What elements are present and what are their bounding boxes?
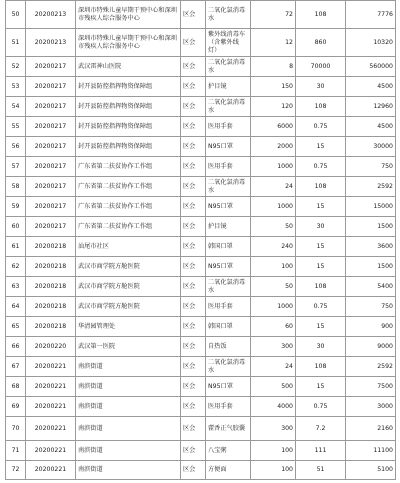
- unit-cell: 区会: [181, 417, 206, 441]
- donor-cell: 广东省第二扶贫协作工作组: [76, 217, 181, 237]
- quantity-cell: 24: [251, 357, 296, 377]
- table-row: [6, 117, 396, 137]
- unit-cell: 区会: [181, 357, 206, 377]
- price-cell: 7.2: [296, 417, 346, 441]
- date-cell: 20200217: [26, 217, 76, 237]
- donor-cell: 南滨街道: [76, 441, 181, 461]
- row-number: 59: [6, 197, 26, 217]
- total-cell: 5100: [346, 461, 396, 480]
- date-cell: 20200218: [26, 277, 76, 297]
- item-cell: 韩国口罩: [206, 317, 251, 337]
- donor-cell: 封开县防控指挥物资保障组: [76, 137, 181, 157]
- total-cell: 4500: [346, 117, 396, 137]
- total-cell: 5400: [346, 277, 396, 297]
- price-cell: 108: [296, 97, 346, 117]
- date-cell: 20200217: [26, 77, 76, 97]
- quantity-cell: 24: [251, 177, 296, 197]
- quantity-cell: 4000: [251, 397, 296, 417]
- item-cell: 八宝粥: [206, 441, 251, 461]
- total-cell: 750: [346, 297, 396, 317]
- table-row: [6, 197, 396, 217]
- table-row: [6, 377, 396, 397]
- table-row: [6, 461, 396, 480]
- date-cell: 20200213: [26, 29, 76, 57]
- table-row: [6, 157, 396, 177]
- table-row: [6, 317, 396, 337]
- row-number: 64: [6, 297, 26, 317]
- date-cell: 20200213: [26, 1, 76, 29]
- quantity-cell: 50: [251, 277, 296, 297]
- row-number: 71: [6, 441, 26, 461]
- price-cell: 108: [296, 177, 346, 197]
- table-row: [6, 1, 396, 29]
- row-number: 52: [6, 57, 26, 77]
- total-cell: 4500: [346, 77, 396, 97]
- donor-cell: 深圳市特殊儿童早期干预中心和深圳市残疾人综合服务中心: [76, 1, 181, 29]
- table-row: [6, 29, 396, 57]
- table-row: [6, 417, 396, 441]
- date-cell: 20200221: [26, 461, 76, 480]
- donor-cell: 南滨街道: [76, 417, 181, 441]
- unit-cell: 区会: [181, 117, 206, 137]
- item-cell: 护目镜: [206, 77, 251, 97]
- table-row: [6, 217, 396, 237]
- table-row: [6, 237, 396, 257]
- unit-cell: 区会: [181, 197, 206, 217]
- item-cell: 护目镜: [206, 217, 251, 237]
- table-row: [6, 337, 396, 357]
- price-cell: 0.75: [296, 157, 346, 177]
- quantity-cell: 100: [251, 461, 296, 480]
- donor-cell: 南滨街道: [76, 461, 181, 480]
- item-cell: N95口罩: [206, 197, 251, 217]
- row-number: 62: [6, 257, 26, 277]
- price-cell: 51: [296, 461, 346, 480]
- price-cell: 0.75: [296, 297, 346, 317]
- row-number: 57: [6, 157, 26, 177]
- donor-cell: 封开县防控指挥物资保障组: [76, 77, 181, 97]
- donor-cell: 广东省第二扶贫协作工作组: [76, 197, 181, 217]
- unit-cell: 区会: [181, 217, 206, 237]
- total-cell: 3000: [346, 397, 396, 417]
- quantity-cell: 240: [251, 237, 296, 257]
- quantity-cell: 60: [251, 317, 296, 337]
- row-number: 70: [6, 417, 26, 441]
- price-cell: 0.75: [296, 117, 346, 137]
- row-number: 63: [6, 277, 26, 297]
- date-cell: 20200221: [26, 377, 76, 397]
- quantity-cell: 120: [251, 97, 296, 117]
- quantity-cell: 1000: [251, 157, 296, 177]
- unit-cell: 区会: [181, 461, 206, 480]
- table-row: [6, 397, 396, 417]
- item-cell: 方便面: [206, 461, 251, 480]
- price-cell: 15: [296, 257, 346, 277]
- table-row: [6, 137, 396, 157]
- donor-cell: 封开县防控指挥物资保障组: [76, 97, 181, 117]
- price-cell: 108: [296, 357, 346, 377]
- table-row: [6, 97, 396, 117]
- total-cell: 11100: [346, 441, 396, 461]
- item-cell: 医用手套: [206, 397, 251, 417]
- date-cell: 20200217: [26, 137, 76, 157]
- table-row: [6, 441, 396, 461]
- unit-cell: 区会: [181, 277, 206, 297]
- row-number: 67: [6, 357, 26, 377]
- table-row: [6, 297, 396, 317]
- total-cell: 750: [346, 157, 396, 177]
- unit-cell: 区会: [181, 441, 206, 461]
- price-cell: 0.75: [296, 397, 346, 417]
- quantity-cell: 1000: [251, 197, 296, 217]
- donor-cell: 深圳市特殊儿童早期干预中心和深圳市残疾人综合服务中心: [76, 29, 181, 57]
- row-number: 51: [6, 29, 26, 57]
- date-cell: 20200217: [26, 197, 76, 217]
- unit-cell: 区会: [181, 97, 206, 117]
- donor-cell: 南滨街道: [76, 357, 181, 377]
- row-number: 69: [6, 397, 26, 417]
- item-cell: 韩国口罩: [206, 237, 251, 257]
- price-cell: 30: [296, 217, 346, 237]
- price-cell: 15: [296, 237, 346, 257]
- date-cell: 20200221: [26, 357, 76, 377]
- date-cell: 20200217: [26, 117, 76, 137]
- row-number: 61: [6, 237, 26, 257]
- quantity-cell: 100: [251, 441, 296, 461]
- table-row: [6, 257, 396, 277]
- quantity-cell: 300: [251, 417, 296, 441]
- unit-cell: 区会: [181, 177, 206, 197]
- quantity-cell: 50: [251, 217, 296, 237]
- price-cell: 111: [296, 441, 346, 461]
- unit-cell: 区会: [181, 317, 206, 337]
- quantity-cell: 6000: [251, 117, 296, 137]
- item-cell: 医用手套: [206, 297, 251, 317]
- row-number: 50: [6, 1, 26, 29]
- price-cell: 15: [296, 317, 346, 337]
- date-cell: 20200218: [26, 257, 76, 277]
- quantity-cell: 8: [251, 57, 296, 77]
- quantity-cell: 12: [251, 29, 296, 57]
- price-cell: 70000: [296, 57, 346, 77]
- unit-cell: 区会: [181, 29, 206, 57]
- item-cell: 医用手套: [206, 157, 251, 177]
- donor-cell: 华清园管理处: [76, 317, 181, 337]
- total-cell: 7776: [346, 1, 396, 29]
- total-cell: 12960: [346, 97, 396, 117]
- item-cell: N95口罩: [206, 257, 251, 277]
- unit-cell: 区会: [181, 397, 206, 417]
- price-cell: 108: [296, 277, 346, 297]
- total-cell: 15000: [346, 197, 396, 217]
- row-number: 58: [6, 177, 26, 197]
- row-number: 60: [6, 217, 26, 237]
- price-cell: 15: [296, 197, 346, 217]
- item-cell: N95口罩: [206, 377, 251, 397]
- quantity-cell: 100: [251, 257, 296, 277]
- unit-cell: 区会: [181, 57, 206, 77]
- unit-cell: 区会: [181, 377, 206, 397]
- price-cell: 30: [296, 77, 346, 97]
- item-cell: 二氧化氯消毒水: [206, 277, 251, 297]
- donor-cell: 汕尾市社区: [76, 237, 181, 257]
- table-row: [6, 357, 396, 377]
- row-number: 54: [6, 97, 26, 117]
- item-cell: 二氧化氯消毒水: [206, 1, 251, 29]
- date-cell: 20200218: [26, 297, 76, 317]
- table-row: [6, 57, 396, 77]
- unit-cell: 区会: [181, 337, 206, 357]
- unit-cell: 区会: [181, 297, 206, 317]
- row-number: 65: [6, 317, 26, 337]
- unit-cell: 区会: [181, 157, 206, 177]
- price-cell: 15: [296, 377, 346, 397]
- item-cell: 藿香正气胶囊: [206, 417, 251, 441]
- quantity-cell: 150: [251, 77, 296, 97]
- item-cell: 医用手套: [206, 117, 251, 137]
- total-cell: 30000: [346, 137, 396, 157]
- row-number: 55: [6, 117, 26, 137]
- donor-cell: 南滨街道: [76, 377, 181, 397]
- date-cell: 20200221: [26, 441, 76, 461]
- total-cell: 560000: [346, 57, 396, 77]
- total-cell: 900: [346, 317, 396, 337]
- item-cell: 二氧化氯消毒水: [206, 57, 251, 77]
- row-number: 56: [6, 137, 26, 157]
- row-number: 68: [6, 377, 26, 397]
- price-cell: 860: [296, 29, 346, 57]
- donor-cell: 武汉市商学院方舱医院: [76, 297, 181, 317]
- total-cell: 7500: [346, 377, 396, 397]
- quantity-cell: 300: [251, 337, 296, 357]
- unit-cell: 区会: [181, 257, 206, 277]
- row-number: 72: [6, 461, 26, 480]
- total-cell: 9000: [346, 337, 396, 357]
- donation-table: [5, 0, 396, 480]
- donor-cell: 广东省第二扶贫协作工作组: [76, 157, 181, 177]
- table-row: [6, 77, 396, 97]
- quantity-cell: 2000: [251, 137, 296, 157]
- total-cell: 3600: [346, 237, 396, 257]
- total-cell: 10320: [346, 29, 396, 57]
- date-cell: 20200218: [26, 317, 76, 337]
- date-cell: 20200221: [26, 417, 76, 441]
- donor-cell: 南滨街道: [76, 397, 181, 417]
- donor-cell: 武汉市商学院方舱医院: [76, 257, 181, 277]
- item-cell: N95口罩: [206, 137, 251, 157]
- price-cell: 15: [296, 137, 346, 157]
- donor-cell: 广东省第二扶贫协作工作组: [76, 177, 181, 197]
- donor-cell: 武汉雷神山医院: [76, 57, 181, 77]
- total-cell: 1500: [346, 217, 396, 237]
- date-cell: 20200217: [26, 177, 76, 197]
- total-cell: 2592: [346, 357, 396, 377]
- price-cell: 30: [296, 337, 346, 357]
- total-cell: 2592: [346, 177, 396, 197]
- item-cell: 二氧化氯消毒水: [206, 357, 251, 377]
- quantity-cell: 500: [251, 377, 296, 397]
- row-number: 66: [6, 337, 26, 357]
- item-cell: 二氧化氯消毒水: [206, 177, 251, 197]
- donor-cell: 武汉市商学院方舱医院: [76, 277, 181, 297]
- date-cell: 20200220: [26, 337, 76, 357]
- item-cell: 紫外线消毒车（含紫外线灯）: [206, 29, 251, 57]
- donor-cell: 武汉第一医院: [76, 337, 181, 357]
- date-cell: 20200218: [26, 237, 76, 257]
- table-row: [6, 277, 396, 297]
- quantity-cell: 72: [251, 1, 296, 29]
- unit-cell: 区会: [181, 77, 206, 97]
- date-cell: 20200217: [26, 157, 76, 177]
- unit-cell: 区会: [181, 1, 206, 29]
- quantity-cell: 1000: [251, 297, 296, 317]
- price-cell: 108: [296, 1, 346, 29]
- table-row: [6, 177, 396, 197]
- row-number: 53: [6, 77, 26, 97]
- unit-cell: 区会: [181, 137, 206, 157]
- item-cell: 二氧化氯消毒水: [206, 97, 251, 117]
- unit-cell: 区会: [181, 237, 206, 257]
- total-cell: 1500: [346, 257, 396, 277]
- item-cell: 自热饭: [206, 337, 251, 357]
- donor-cell: 封开县防控指挥物资保障组: [76, 117, 181, 137]
- date-cell: 20200221: [26, 397, 76, 417]
- date-cell: 20200217: [26, 97, 76, 117]
- date-cell: 20200217: [26, 57, 76, 77]
- total-cell: 2160: [346, 417, 396, 441]
